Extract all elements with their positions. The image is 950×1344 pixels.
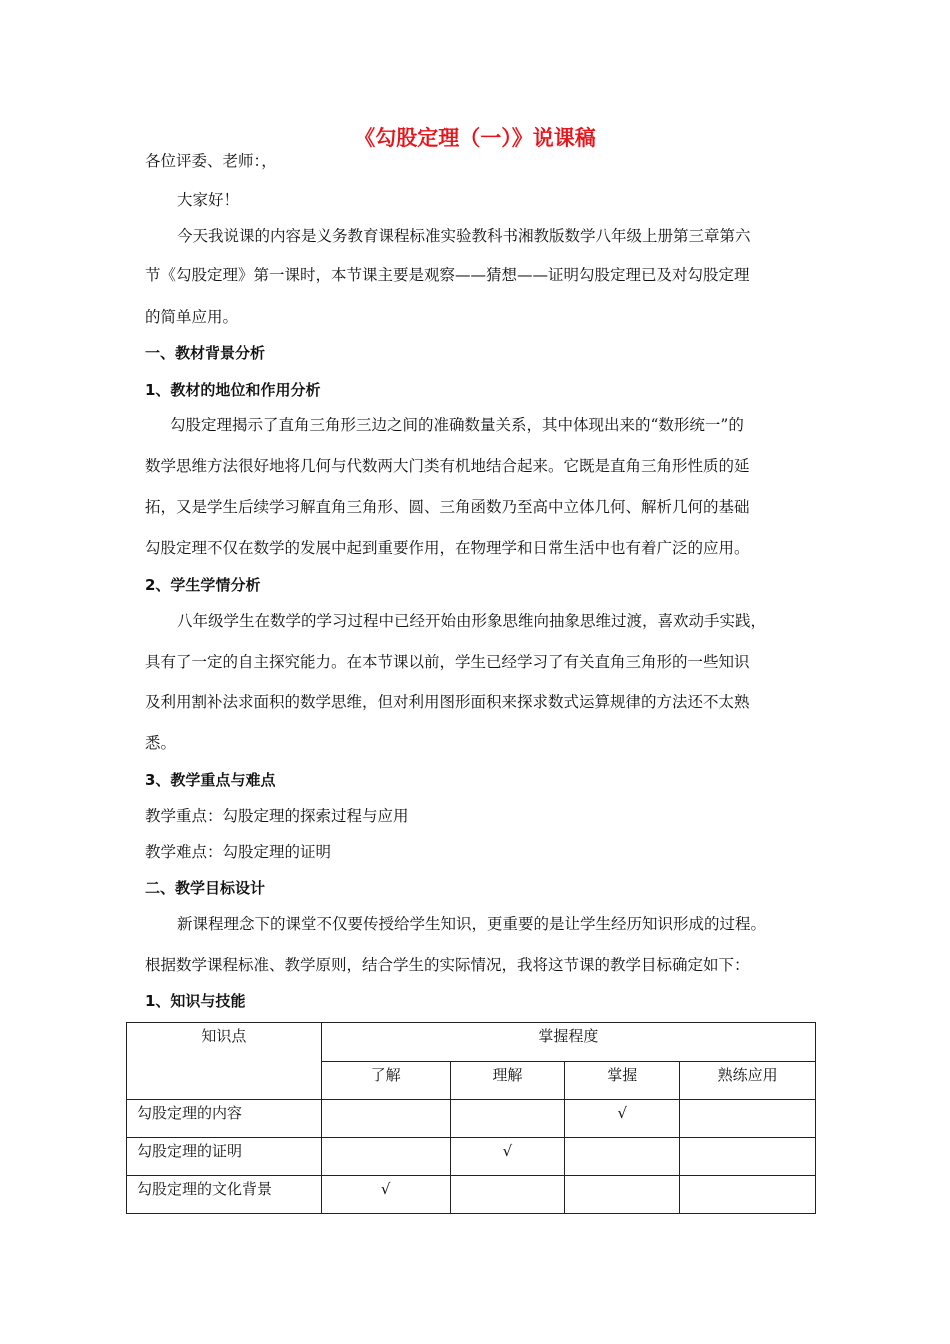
paragraph-line: 拓，又是学生后续学习解直角三角形、圆、三角函数乃至高中立体几何、解析几何的基础 [145, 498, 750, 516]
level-header: 理解 [450, 1061, 565, 1100]
paragraph-line: 数学思维方法很好地将几何与代数两大门类有机地结合起来。它既是直角三角形性质的延 [145, 457, 750, 475]
table-row [127, 1138, 816, 1176]
subsection-heading: 1、教材的地位和作用分析 [145, 381, 321, 399]
paragraph-line: 及利用割补法求面积的数学思维，但对利用图形面积来探求数式运算规律的方法还不太熟 [145, 693, 750, 711]
objectives-table [126, 1022, 816, 1214]
header-knowledge: 知识点 [127, 1023, 322, 1100]
mark-cell [565, 1138, 680, 1176]
level-header: 掌握 [565, 1061, 680, 1100]
paragraph-line: 勾股定理不仅在数学的发展中起到重要作用，在物理学和日常生活中也有着广泛的应用。 [145, 539, 750, 557]
mark-cell [680, 1176, 816, 1214]
subsection-heading: 2、学生学情分析 [145, 576, 261, 594]
knowledge-cell: 勾股定理的证明 [127, 1138, 322, 1176]
paragraph-line: 勾股定理揭示了直角三角形三边之间的准确数量关系，其中体现出来的“数形统一”的 [170, 416, 744, 434]
knowledge-cell: 勾股定理的文化背景 [127, 1176, 322, 1214]
mark-cell [565, 1176, 680, 1214]
intro-line: 的简单应用。 [145, 308, 239, 326]
mark-cell [321, 1100, 450, 1138]
hello-line: 大家好！ [177, 191, 240, 209]
table-row [127, 1100, 816, 1138]
subsection-heading: 3、教学重点与难点 [145, 771, 276, 789]
mark-cell: √ [450, 1138, 565, 1176]
section-heading: 一、教材背景分析 [145, 344, 266, 362]
difficult-point: 教学难点：勾股定理的证明 [145, 843, 332, 861]
mark-cell: √ [321, 1176, 450, 1214]
mark-cell: √ [565, 1100, 680, 1138]
paragraph-line: 悉。 [145, 734, 177, 752]
intro-line: 节《勾股定理》第一课时，本节课主要是观察——猜想——证明勾股定理已及对勾股定理 [145, 266, 750, 284]
greeting: 各位评委、老师：， [145, 152, 277, 170]
mark-cell [450, 1100, 565, 1138]
document-title: 《勾股定理（一）》说课稿 [354, 126, 596, 150]
key-point: 教学重点：勾股定理的探索过程与应用 [145, 807, 409, 825]
paragraph-line: 八年级学生在数学的学习过程中已经开始由形象思维向抽象思维过渡，喜欢动手实践， [177, 612, 767, 630]
mark-cell [680, 1100, 816, 1138]
intro-line: 今天我说课的内容是义务教育课程标准实验教科书湘教版数学八年级上册第三章第六 [177, 227, 751, 245]
paragraph-line: 根据数学课程标准、教学原则，结合学生的实际情况，我将这节课的教学目标确定如下： [145, 956, 750, 974]
table-row [127, 1176, 816, 1214]
mark-cell [321, 1138, 450, 1176]
paragraph-line: 具有了一定的自主探究能力。在本节课以前，学生已经学习了有关直角三角形的一些知识 [145, 653, 750, 671]
mark-cell [450, 1176, 565, 1214]
level-header: 了解 [321, 1061, 450, 1100]
level-header: 熟练应用 [680, 1061, 816, 1100]
paragraph-line: 新课程理念下的课堂不仅要传授给学生知识，更重要的是让学生经历知识形成的过程。 [177, 915, 767, 933]
header-mastery: 掌握程度 [321, 1023, 815, 1062]
mark-cell [680, 1138, 816, 1176]
subsection-heading: 1、知识与技能 [145, 992, 246, 1010]
section-heading: 二、教学目标设计 [145, 879, 266, 897]
knowledge-cell: 勾股定理的内容 [127, 1100, 322, 1138]
